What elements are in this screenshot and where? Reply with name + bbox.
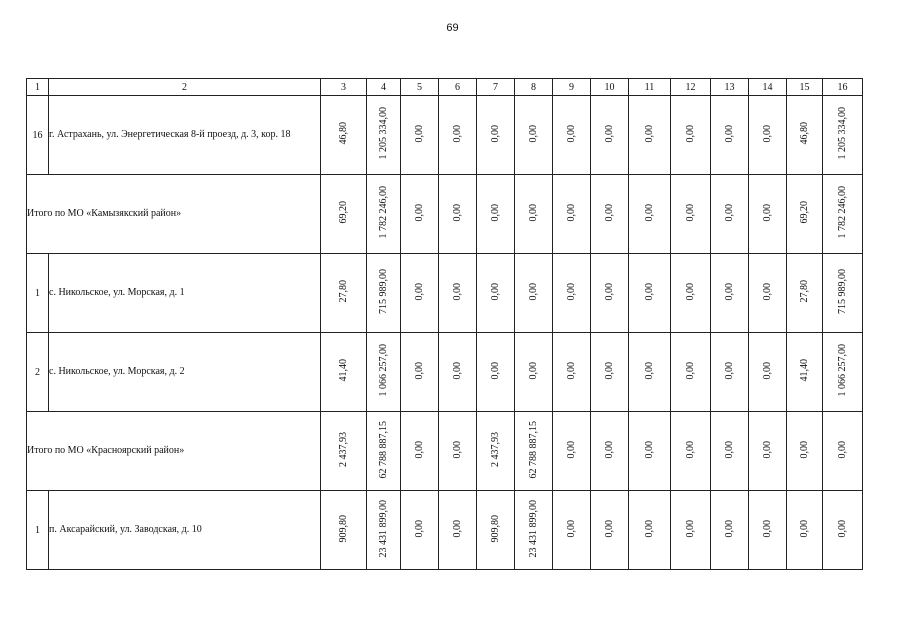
value-cell xyxy=(629,96,671,175)
value-cell xyxy=(321,412,367,491)
value-text: 23 431 899,00 xyxy=(377,499,389,558)
value-text: 46,80 xyxy=(337,122,349,145)
value-cell xyxy=(671,412,711,491)
value-cell xyxy=(439,491,477,570)
value-cell xyxy=(671,96,711,175)
value-cell xyxy=(787,491,823,570)
value-text: 0,00 xyxy=(413,440,425,459)
value-text: 0,00 xyxy=(413,203,425,222)
value-cell xyxy=(477,96,515,175)
value-cell xyxy=(787,175,823,254)
value-text: 0,00 xyxy=(565,282,577,301)
row-number: 1 xyxy=(27,254,49,333)
value-text: 0,00 xyxy=(603,361,615,380)
value-cell xyxy=(823,175,863,254)
value-text: 1 066 257,00 xyxy=(377,344,389,397)
value-text: 69,20 xyxy=(798,201,810,224)
address-cell: с. Никольское, ул. Морская, д. 2 xyxy=(49,333,321,412)
col-number: 3 xyxy=(321,79,367,96)
value-text: 0,00 xyxy=(684,519,696,538)
value-cell xyxy=(711,175,749,254)
value-cell xyxy=(711,333,749,412)
col-number: 13 xyxy=(711,79,749,96)
value-cell xyxy=(823,491,863,570)
registry-table xyxy=(26,78,863,570)
value-text: 0,00 xyxy=(643,519,655,538)
col-number: 14 xyxy=(749,79,787,96)
value-text: 0,00 xyxy=(761,124,773,143)
subtotal-label: Итого по МО «Красноярский район» xyxy=(27,412,321,491)
page-number: 69 xyxy=(446,22,459,34)
subtotal-row xyxy=(27,175,863,254)
value-text: 0,00 xyxy=(565,440,577,459)
value-cell xyxy=(515,175,553,254)
value-text: 0,00 xyxy=(489,203,501,222)
value-cell xyxy=(553,491,591,570)
value-text: 0,00 xyxy=(798,440,810,459)
value-cell xyxy=(749,254,787,333)
value-text: 1 205 334,00 xyxy=(836,107,848,160)
col-number: 16 xyxy=(823,79,863,96)
value-text: 0,00 xyxy=(527,361,539,380)
value-cell xyxy=(553,175,591,254)
col-number: 7 xyxy=(477,79,515,96)
value-cell xyxy=(477,175,515,254)
value-cell xyxy=(711,254,749,333)
value-cell xyxy=(477,491,515,570)
value-text: 0,00 xyxy=(723,440,735,459)
col-number: 10 xyxy=(591,79,629,96)
value-cell xyxy=(515,412,553,491)
value-cell xyxy=(749,96,787,175)
value-cell xyxy=(591,254,629,333)
value-text: 46,80 xyxy=(798,122,810,145)
value-text: 2 437,93 xyxy=(489,432,501,467)
value-text: 0,00 xyxy=(603,203,615,222)
value-text: 0,00 xyxy=(451,519,463,538)
value-cell xyxy=(749,412,787,491)
value-cell xyxy=(367,412,401,491)
value-cell xyxy=(749,333,787,412)
value-text: 0,00 xyxy=(489,282,501,301)
value-text: 0,00 xyxy=(643,361,655,380)
value-text: 0,00 xyxy=(527,203,539,222)
value-cell xyxy=(321,333,367,412)
value-text: 0,00 xyxy=(489,124,501,143)
value-text: 0,00 xyxy=(451,361,463,380)
value-text: 0,00 xyxy=(451,124,463,143)
value-text: 909,80 xyxy=(337,514,349,543)
value-text: 2 437,93 xyxy=(337,432,349,467)
value-cell xyxy=(321,96,367,175)
value-text: 715 989,00 xyxy=(836,269,848,314)
value-cell xyxy=(823,412,863,491)
col-number: 8 xyxy=(515,79,553,96)
value-text: 0,00 xyxy=(413,282,425,301)
value-text: 0,00 xyxy=(643,203,655,222)
value-cell xyxy=(367,175,401,254)
col-number: 11 xyxy=(629,79,671,96)
value-text: 0,00 xyxy=(761,519,773,538)
value-text: 1 205 334,00 xyxy=(377,107,389,160)
value-text: 0,00 xyxy=(527,282,539,301)
value-text: 62 788 887,15 xyxy=(377,420,389,479)
value-cell xyxy=(591,96,629,175)
value-cell xyxy=(439,254,477,333)
value-text: 0,00 xyxy=(413,519,425,538)
value-text: 0,00 xyxy=(603,519,615,538)
value-cell xyxy=(321,491,367,570)
value-cell xyxy=(629,412,671,491)
table-row xyxy=(27,254,863,333)
value-cell xyxy=(711,491,749,570)
value-cell xyxy=(629,491,671,570)
value-cell xyxy=(671,254,711,333)
value-text: 27,80 xyxy=(798,280,810,303)
value-text: 0,00 xyxy=(723,124,735,143)
address-cell: г. Астрахань, ул. Энергетическая 8-й проезд, д. 3, кор. 18 xyxy=(49,96,321,175)
value-text: 27,80 xyxy=(337,280,349,303)
value-cell xyxy=(787,333,823,412)
value-cell xyxy=(321,175,367,254)
col-number: 4 xyxy=(367,79,401,96)
row-number: 16 xyxy=(27,96,49,175)
value-cell xyxy=(671,491,711,570)
value-text: 0,00 xyxy=(684,282,696,301)
value-cell xyxy=(787,412,823,491)
col-number: 1 xyxy=(27,79,49,96)
value-text: 1 782 246,00 xyxy=(836,186,848,239)
value-cell xyxy=(591,412,629,491)
value-cell xyxy=(477,254,515,333)
value-cell xyxy=(439,175,477,254)
value-text: 1 782 246,00 xyxy=(377,186,389,239)
value-text: 0,00 xyxy=(836,440,848,459)
value-text: 0,00 xyxy=(684,124,696,143)
value-text: 69,20 xyxy=(337,201,349,224)
address-cell: с. Никольское, ул. Морская, д. 1 xyxy=(49,254,321,333)
value-text: 0,00 xyxy=(527,124,539,143)
value-cell xyxy=(401,491,439,570)
table-row xyxy=(27,96,863,175)
value-text: 0,00 xyxy=(761,361,773,380)
value-text: 0,00 xyxy=(413,361,425,380)
value-text: 0,00 xyxy=(565,203,577,222)
value-cell xyxy=(711,412,749,491)
value-cell xyxy=(439,333,477,412)
value-text: 0,00 xyxy=(451,440,463,459)
value-text: 0,00 xyxy=(798,519,810,538)
value-cell xyxy=(367,96,401,175)
value-text: 0,00 xyxy=(603,440,615,459)
value-text: 0,00 xyxy=(723,203,735,222)
subtotal-row xyxy=(27,412,863,491)
value-text: 0,00 xyxy=(684,361,696,380)
value-cell xyxy=(401,96,439,175)
value-cell xyxy=(823,254,863,333)
value-cell xyxy=(401,333,439,412)
row-number: 2 xyxy=(27,333,49,412)
table-row xyxy=(27,333,863,412)
col-number: 12 xyxy=(671,79,711,96)
value-cell xyxy=(591,491,629,570)
value-cell xyxy=(591,175,629,254)
value-text: 0,00 xyxy=(451,282,463,301)
value-text: 0,00 xyxy=(684,440,696,459)
value-cell xyxy=(515,96,553,175)
value-cell xyxy=(477,333,515,412)
value-cell xyxy=(749,491,787,570)
value-text: 0,00 xyxy=(761,282,773,301)
col-number: 15 xyxy=(787,79,823,96)
column-number-row xyxy=(27,79,863,96)
value-text: 0,00 xyxy=(451,203,463,222)
value-text: 0,00 xyxy=(836,519,848,538)
value-cell xyxy=(749,175,787,254)
subtotal-label: Итого по МО «Камызякский район» xyxy=(27,175,321,254)
value-cell xyxy=(439,96,477,175)
value-cell xyxy=(515,333,553,412)
value-text: 0,00 xyxy=(603,124,615,143)
col-number: 6 xyxy=(439,79,477,96)
value-cell xyxy=(823,96,863,175)
value-cell xyxy=(629,254,671,333)
value-cell xyxy=(439,412,477,491)
value-text: 0,00 xyxy=(761,440,773,459)
value-cell xyxy=(553,412,591,491)
value-cell xyxy=(671,175,711,254)
value-text: 23 431 899,00 xyxy=(527,499,539,558)
value-cell xyxy=(401,412,439,491)
value-cell xyxy=(553,333,591,412)
value-cell xyxy=(553,254,591,333)
value-text: 0,00 xyxy=(489,361,501,380)
value-cell xyxy=(553,96,591,175)
value-text: 0,00 xyxy=(565,519,577,538)
value-text: 715 989,00 xyxy=(377,269,389,314)
value-text: 0,00 xyxy=(723,361,735,380)
value-cell xyxy=(671,333,711,412)
value-text: 0,00 xyxy=(413,124,425,143)
value-text: 41,40 xyxy=(798,359,810,382)
col-number: 5 xyxy=(401,79,439,96)
value-text: 0,00 xyxy=(603,282,615,301)
value-text: 0,00 xyxy=(723,282,735,301)
value-cell xyxy=(401,254,439,333)
value-cell xyxy=(367,491,401,570)
value-cell xyxy=(477,412,515,491)
value-cell xyxy=(787,254,823,333)
value-cell xyxy=(629,333,671,412)
value-cell xyxy=(401,175,439,254)
value-text: 1 066 257,00 xyxy=(836,344,848,397)
value-cell xyxy=(823,333,863,412)
value-text: 909,80 xyxy=(489,514,501,543)
table-row xyxy=(27,491,863,570)
value-cell xyxy=(711,96,749,175)
row-number: 1 xyxy=(27,491,49,570)
value-text: 41,40 xyxy=(337,359,349,382)
value-cell xyxy=(367,254,401,333)
value-cell xyxy=(629,175,671,254)
col-number: 2 xyxy=(49,79,321,96)
value-cell xyxy=(787,96,823,175)
address-cell: п. Аксарайский, ул. Заводская, д. 10 xyxy=(49,491,321,570)
value-cell xyxy=(591,333,629,412)
value-text: 0,00 xyxy=(723,519,735,538)
value-text: 0,00 xyxy=(643,282,655,301)
value-cell xyxy=(515,254,553,333)
value-cell xyxy=(515,491,553,570)
value-text: 0,00 xyxy=(565,361,577,380)
value-text: 0,00 xyxy=(565,124,577,143)
value-text: 0,00 xyxy=(761,203,773,222)
value-text: 62 788 887,15 xyxy=(527,420,539,479)
value-text: 0,00 xyxy=(643,440,655,459)
value-cell xyxy=(367,333,401,412)
col-number: 9 xyxy=(553,79,591,96)
value-text: 0,00 xyxy=(643,124,655,143)
value-cell xyxy=(321,254,367,333)
value-text: 0,00 xyxy=(684,203,696,222)
